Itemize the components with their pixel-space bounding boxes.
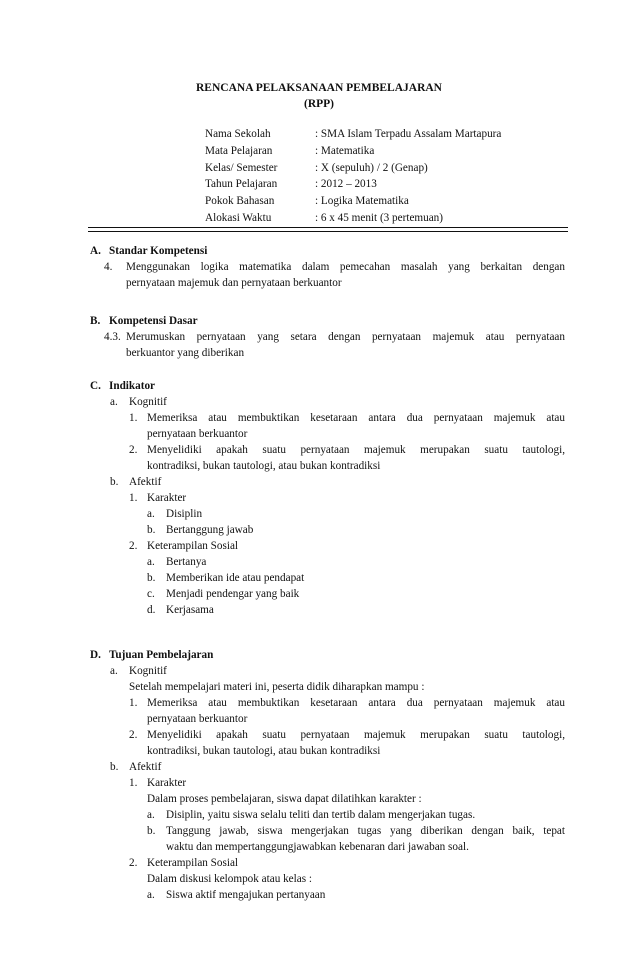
section-title: Standar Kompetensi [109,245,208,257]
list-item [129,538,565,554]
item-number: 1. [129,492,138,504]
text: Karakter [147,492,187,504]
info-table [205,126,605,227]
paragraph-line: pernyataan majemuk dan pernyataan berkuantor [126,277,342,289]
list-item [147,823,565,839]
list-item [147,570,565,586]
list-item [129,855,565,871]
section-tujuan-pembelajaran [90,647,565,903]
item-number: 1. [129,697,138,709]
list-item [110,474,565,490]
item-label: a. [147,889,155,901]
paragraph-line: waktu dan mempertanggungjawabkan kebenaran dari jawaban soal. [166,841,469,853]
item-label: b. [147,524,156,536]
paragraph-line: kontradiksi, bukan tautologi, atau bukan kontradiksi [147,745,381,757]
item-label: a. [110,396,118,408]
info-row [205,160,605,177]
item-number: 2. [129,729,138,741]
section-indikator [90,378,565,618]
list-item [110,394,565,410]
text: Karakter [147,777,187,789]
info-value: : 6 x 45 menit (3 pertemuan) [315,211,444,224]
list-item [147,554,565,570]
text: Siswa aktif mengajukan pertanyaan [166,889,326,901]
item-number: 4.3. [104,331,121,343]
list-item [129,442,565,458]
info-value: : 2012 – 2013 [315,178,377,191]
list-item [147,506,565,522]
paragraph-line: pernyataan berkuantor [147,713,248,725]
item-label: c. [147,588,155,600]
text: Kognitif [129,396,167,408]
list-item [110,663,565,679]
header-divider-thin [88,231,568,232]
list-item [147,522,565,538]
info-key: Kelas/ Semester [205,161,278,174]
paragraph-line: Dalam proses pembelajaran, siswa dapat dilatihkan karakter : [147,793,422,805]
header-divider-thick [88,227,568,228]
item-number: 1. [129,777,138,789]
document-subtitle: (RPP) [303,98,334,110]
item-label: a. [147,556,155,568]
text: Keterampilan Sosial [147,540,239,552]
item-number: 2. [129,540,138,552]
item-label: a. [110,665,118,677]
text: Bertanggung jawab [166,524,254,536]
info-key: Mata Pelajaran [205,144,273,157]
section-heading [90,647,565,663]
document-title: RENCANA PELAKSANAAN PEMBELAJARAN [196,82,442,94]
paragraph-line: Dalam diskusi kelompok atau kelas : [147,873,312,885]
item-label: a. [147,809,155,821]
item-label: b. [110,476,119,488]
paragraph-line: berkuantor yang diberikan [126,347,245,359]
text: Afektif [129,761,162,773]
item-number: 1. [129,412,138,424]
info-key: Pokok Bahasan [205,195,275,208]
info-key: Nama Sekolah [205,128,271,140]
list-item [147,602,565,618]
info-row [205,193,605,210]
section-letter: A. [90,245,101,257]
info-row [205,210,605,227]
info-value: : Logika Matematika [315,195,409,208]
paragraph-line [104,329,565,345]
text: Kognitif [129,665,167,677]
text: Afektif [129,476,162,488]
info-row [205,126,605,143]
list-item [129,727,565,743]
text: Kerjasama [166,604,214,616]
section-letter: C. [90,380,101,392]
section-heading [90,378,565,394]
list-item [129,490,565,506]
item-label: b. [147,572,156,584]
text: Disiplin, yaitu siswa selalu teliti dan tertib dalam mengerjakan tugas. [166,809,476,821]
paragraph-line: pernyataan berkuantor [147,428,248,440]
text: Disiplin [166,508,203,520]
section-letter: B. [90,315,101,327]
text: Memeriksa atau membuktikan kesetaraan antara dua pernyataan majemuk atau [147,412,565,424]
item-number: 2. [129,857,138,869]
paragraph-line [104,259,565,275]
list-item [147,807,565,823]
list-item [147,586,565,602]
section-title: Indikator [109,380,156,392]
text: Menyelidiki apakah suatu pernyataan majemuk merupakan suatu tautologi, [147,444,565,456]
info-key: Tahun Pelajaran [205,178,278,191]
text: Memeriksa atau membuktikan kesetaraan antara dua pernyataan majemuk atau [147,697,565,709]
info-value: : SMA Islam Terpadu Assalam Martapura [315,128,502,140]
info-value: : X (sepuluh) / 2 (Genap) [315,161,428,174]
info-value: : Matematika [315,144,375,157]
info-row [205,143,605,160]
item-number: 4. [104,261,113,273]
list-item [129,410,565,426]
section-title: Tujuan Pembelajaran [109,649,214,661]
section-heading [90,313,565,329]
info-key: Alokasi Waktu [205,211,272,224]
list-item [110,759,565,775]
section-title: Kompetensi Dasar [109,315,198,327]
text: Memberikan ide atau pendapat [166,572,305,584]
paragraph-line: kontradiksi, bukan tautologi, atau bukan kontradiksi [147,460,381,472]
text: Menggunakan logika matematika dalam pemecahan masalah yang berkaitan dengan [126,261,565,273]
section-heading [90,243,565,259]
section-kompetensi-dasar [90,313,565,361]
item-label: a. [147,508,155,520]
item-number: 2. [129,444,138,456]
text: Menjadi pendengar yang baik [166,588,300,600]
item-label: b. [110,761,119,773]
text: Tanggung jawab, siswa mengerjakan tugas yang diberikan dengan baik, tepat [166,825,565,837]
text: Keterampilan Sosial [147,857,239,869]
list-item [129,695,565,711]
list-item [129,775,565,791]
paragraph-line: Setelah mempelajari materi ini, peserta didik diharapkan mampu : [129,681,425,693]
text: Merumuskan pernyataan yang setara dengan pernyataan majemuk atau pernyataan [126,331,565,343]
item-label: b. [147,825,156,837]
text: Menyelidiki apakah suatu pernyataan majemuk merupakan suatu tautologi, [147,729,565,741]
section-letter: D. [90,649,101,661]
list-item [147,887,565,903]
info-row [205,176,605,193]
item-label: d. [147,604,156,616]
section-standar-kompetensi [90,243,565,291]
text: Bertanya [166,556,207,568]
